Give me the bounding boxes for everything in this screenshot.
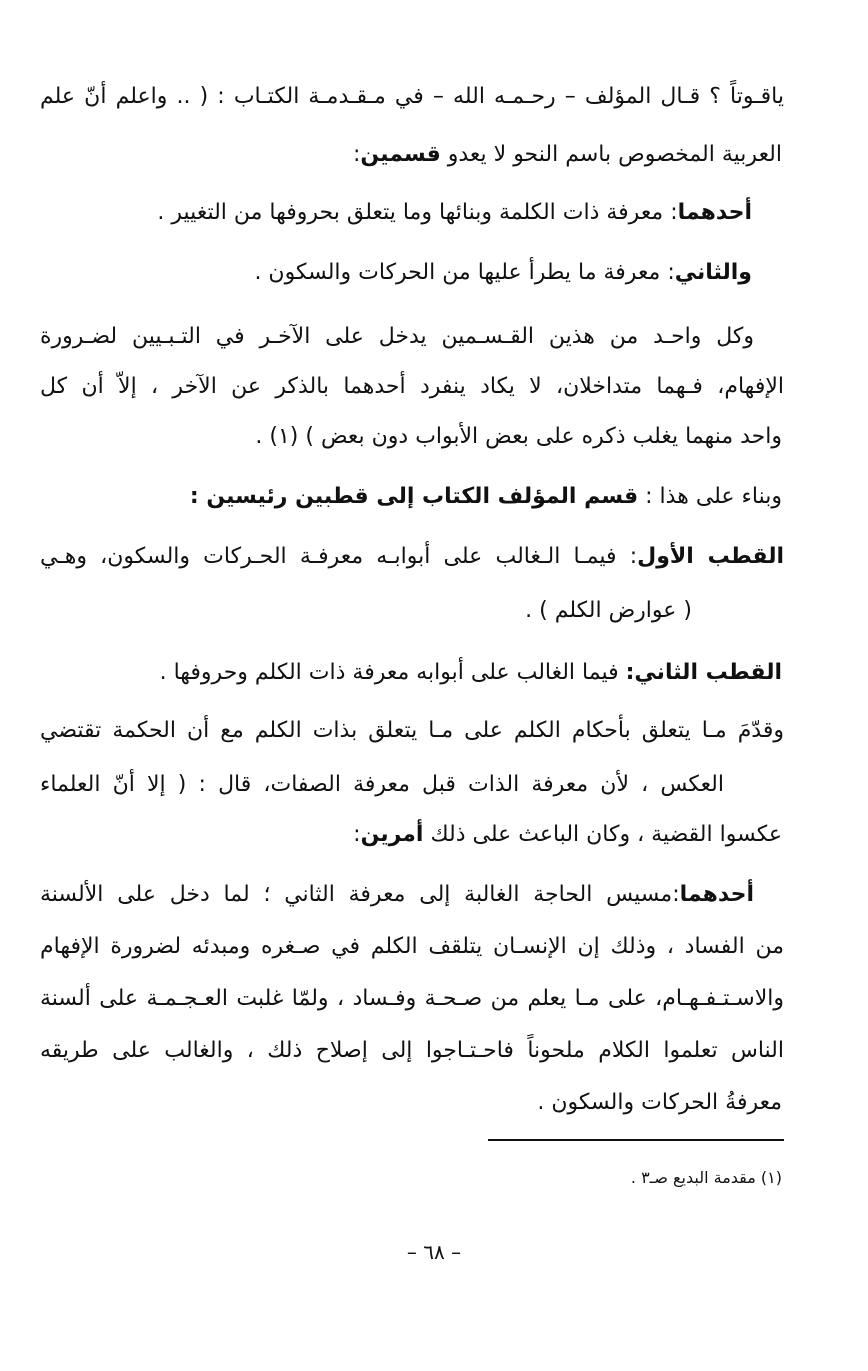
line-text: العكس ، لأن معرفة الذات قبل معرفة الصفات، قال : ( إلا أنّ العلماء: [40, 772, 724, 797]
line-text: معرفةُ الحركات والسكون .: [537, 1090, 782, 1115]
line-text: الناس تعلموا الكلام ملحوناً فاحـتـاجوا إلى إصلاح ذلك ، والغالب على طريقه: [40, 1038, 784, 1063]
line-text: : فيمـا الـغالب على أبوابـه معرفـة الحـركات والسكون، وهـي: [40, 544, 638, 569]
text-line: [255, 420, 782, 454]
line-text: الإفهام، فـهما متداخلان، لا يكاد ينفرد أحدهما بالذكر عن الآخر ، إلاّ أن كل: [40, 374, 784, 399]
line-text: واحد منهما يغلب ذكره على بعض الأبواب دون بعض ) (١) .: [255, 424, 782, 449]
bold-term: والثاني: [674, 260, 752, 285]
line-text: :: [353, 822, 361, 847]
line-text: : معرفة ما يطرأ عليها من الحركات والسكون .: [254, 260, 675, 285]
text-line: [40, 714, 784, 748]
text-line: [40, 1034, 784, 1068]
line-text: ياقـوتاً ؟ قـال المؤلف – رحـمـه الله – في مـقـدمـة الكتـاب : ( .. واعلم أنّ علم: [40, 84, 784, 109]
text-line: [40, 80, 784, 114]
text-line: [525, 594, 692, 628]
text-line: [40, 878, 754, 912]
bold-term: أحدهما: [679, 882, 754, 907]
line-text: ( عوارض الكلم ) .: [525, 598, 692, 623]
text-line: [190, 480, 782, 514]
line-text: وقدّمَ مـا يتعلق بأحكام الكلم على مـا يتعلق بذات الكلم مع أن الحكمة تقتضي: [40, 718, 784, 743]
text-line: [160, 656, 782, 690]
footnote-separator: [488, 1139, 784, 1141]
line-text: وكل واحـد من هذين القـسـمين يدخل على الآخـر في التـبـيين لضـرورة: [40, 324, 754, 349]
bold-term: القطب الأول: [637, 544, 785, 569]
line-text: العربية المخصوص باسم النحو لا يعدو: [447, 142, 782, 167]
line-text: من الفساد ، وذلك إن الإنسـان يتلقف الكلم في صـغره ومبدئه لضرورة الإفهام: [40, 934, 784, 959]
line-text: : معرفة ذات الكلمة وبنائها وما يتعلق بحروفها من التغيير .: [157, 200, 678, 225]
text-line: [40, 768, 724, 802]
text-line: [40, 540, 784, 574]
line-text: فيما الغالب على أبوابه معرفة ذات الكلم وحروفها .: [159, 660, 619, 685]
text-line: [40, 370, 784, 404]
bold-term: أمرين: [360, 822, 424, 847]
bold-term: قسم المؤلف الكتاب إلى قطبين رئيسين :: [189, 484, 639, 509]
bold-term: القطب الثاني:: [625, 660, 782, 685]
bold-term: أحدهما: [677, 200, 752, 225]
text-line: [40, 982, 784, 1016]
text-line: [254, 256, 752, 290]
line-text: والاسـتـفـهـام، على مـا يعلم من صـحـة وفـساد ، ولمّا غلبت العـجـمـة على ألسنة: [40, 986, 784, 1011]
text-line: [40, 930, 784, 964]
text-line: [353, 138, 782, 172]
line-text: وبناء على هذا :: [645, 484, 782, 509]
page-number: – ٦٨ –: [406, 1240, 462, 1264]
footnote: (١) مقدمة البديع صـ٣ .: [630, 1168, 782, 1187]
text-line: [537, 1086, 782, 1120]
bold-term: قسمين: [360, 142, 441, 167]
line-text: :: [353, 142, 361, 167]
text-line: [40, 320, 754, 354]
line-text: عكسوا القضية ، وكان الباعث على ذلك: [430, 822, 782, 847]
text-line: [157, 196, 752, 230]
line-text: :مسيس الحاجة الغالبة إلى معرفة الثاني ؛ لما دخل على الألسنة: [40, 882, 680, 907]
text-line: [353, 818, 782, 852]
